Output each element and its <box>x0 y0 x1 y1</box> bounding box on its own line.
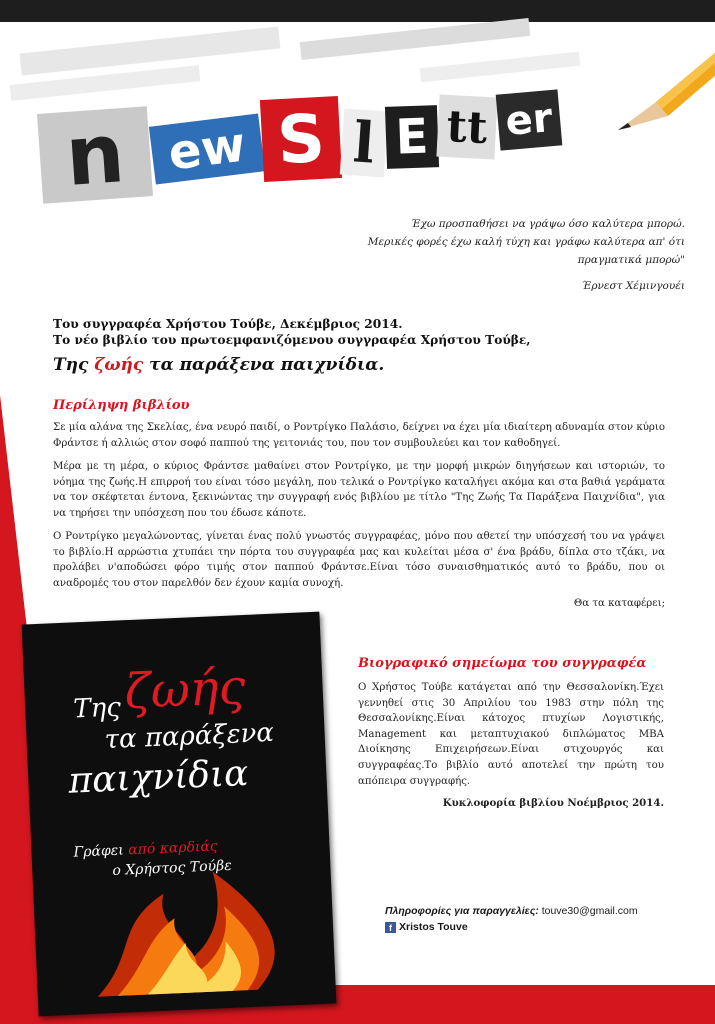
quote-line: Έχω προσπαθήσει να γράψω όσο καλύτερα μπορώ. <box>411 218 685 230</box>
cover-author-pre: Γράφει <box>73 842 129 861</box>
masthead-letter: tt <box>436 95 497 160</box>
newsletter-masthead <box>40 92 580 205</box>
cover-author-name: ο Χρήστος Τούβε <box>112 857 233 879</box>
clipping-strip <box>420 52 581 83</box>
masthead-letter: ew <box>149 114 265 185</box>
pencil-icon <box>598 30 715 150</box>
contact-label: Πληροφορίες για παραγγελίες: <box>385 905 539 917</box>
masthead-letter: l <box>340 109 388 178</box>
hemingway-quote <box>340 215 685 269</box>
release-date: Κυκλοφορία βιβλίου Νοέμβριος 2014. <box>442 797 664 809</box>
facebook-icon: f <box>385 922 396 933</box>
bio-text: Ο Χρήστος Τούβε κατάγεται από την Θεσσαλονίκη.Έχει γεννηθεί στις 30 Απριλίου του 1983 στην πόλη της Θεσσαλονίκης.Είναι κάτοχος πτυχίων Λογιστικής, Management και μεταπτυχιακού διπλώματος MBA Διοίκησης Επιχειρήσεων.Είναι στιχουργός και συγγραφέας.Το βιβλίο αυτό αποτελεί την πρώτη του απόπειρα συγγραφής. <box>358 682 664 787</box>
cover-line: τα παράξενα <box>104 717 275 756</box>
summary-paragraph: Ο Ροντρίγκο μεγαλώνοντας, γίνεται ένας πολύ γνωστός συγγραφέας, μόνο που αθετεί την υπόσχεσή του να γράψει το βιβλίο.Η αρρώστια χτυπάει την πόρτα του συγγραφέα μας και κυλείται μέσα σ' ένα βράδυ, δίπλα στο τζάκι, να προλάβει ν'αποδώσει φόρο τιμής στον παππού Φράντσε.Είναι τόσο συναισθηματικός αυτό το βράδυ, που οι αναδρομές του στον παρελθόν δεν έχουν καμία συνοχή. <box>53 531 665 589</box>
summary-heading: Περίληψη βιβλίου <box>53 398 190 413</box>
quote-line: Μερικές φορές έχω καλή τύχη και γράφω καλύτερα απ' ότι πραγματικά μπορώ" <box>367 236 685 266</box>
title-pre: Της <box>53 355 95 375</box>
intro-line: Του συγγραφέα Χρήστου Τούβε, Δεκέμβριος 2014. <box>53 317 403 331</box>
contact-line <box>385 905 638 917</box>
cover-line-red: ζωής <box>123 659 247 721</box>
top-bar <box>0 0 715 22</box>
bio-heading: Βιογραφικό σημείωμα του συγγραφέα <box>358 656 647 671</box>
book-title <box>53 355 384 375</box>
title-post: τα παράξενα παιχνίδια. <box>143 355 385 375</box>
intro-line: Το νέο βιβλίο του πρωτοεμφανιζόμενου συγγραφέα Χρήστου Τούβε, <box>53 333 531 347</box>
cover-author-red: από καρδιάς <box>127 838 219 859</box>
cover-line: Της <box>72 692 122 725</box>
masthead-letter: n <box>37 106 153 203</box>
cover-line: παιχνίδια <box>67 752 250 802</box>
summary-paragraph: Σε μία αλάνα της Σκελίας, ένα νευρό παιδί, ο Ροντρίγκο Παλάσιο, δείχνει να έχει μία ιδιαίτερη αδυναμία στον κύριο Φράντσε ή αλλιώς στον σοφό παππού της γειτονιάς του, που τον συμβουλεύει και τον καθοδηγεί. <box>53 422 665 449</box>
clipping-strip <box>20 26 281 75</box>
summary-paragraph: Μέρα με τη μέρα, ο κύριος Φράντσε μαθαίνει στον Ροντρίγκο, με την μορφή μικρών διηγήσεων και ιστοριών, το νόημα της ζωής.Η επιρροή του είναι τόσο μεγάλη, που τελικά ο Ροντρίγκο καταλήγει ακόμα και στα βαθιά γεράματα να τον σκέφτεται έντονα, ξεκινώντας την συγγραφή ενός βιβλίου με τίτλο "Της Ζωής Τα Παράξενα Παιχνίδια", για να τηρήσει την υπόσχεση που του έδωσε κάποτε. <box>53 461 665 519</box>
masthead-letter: S <box>260 96 342 182</box>
facebook-name[interactable]: Xristos Touve <box>399 921 468 933</box>
masthead-letter: E <box>385 105 439 169</box>
title-highlight: ζωής <box>94 355 144 375</box>
clipping-strip <box>300 18 531 60</box>
contact-email[interactable]: touve30@gmail.com <box>541 905 638 917</box>
masthead-letter: er <box>496 89 563 150</box>
summary-question: Θα τα καταφέρει; <box>573 598 665 609</box>
summary-body <box>53 420 665 599</box>
facebook-link[interactable] <box>385 921 468 933</box>
flame-icon <box>71 827 318 1007</box>
book-cover <box>22 612 337 1017</box>
quote-author: Έρνεστ Χέμινγουέι <box>581 280 685 292</box>
intro <box>53 316 633 348</box>
